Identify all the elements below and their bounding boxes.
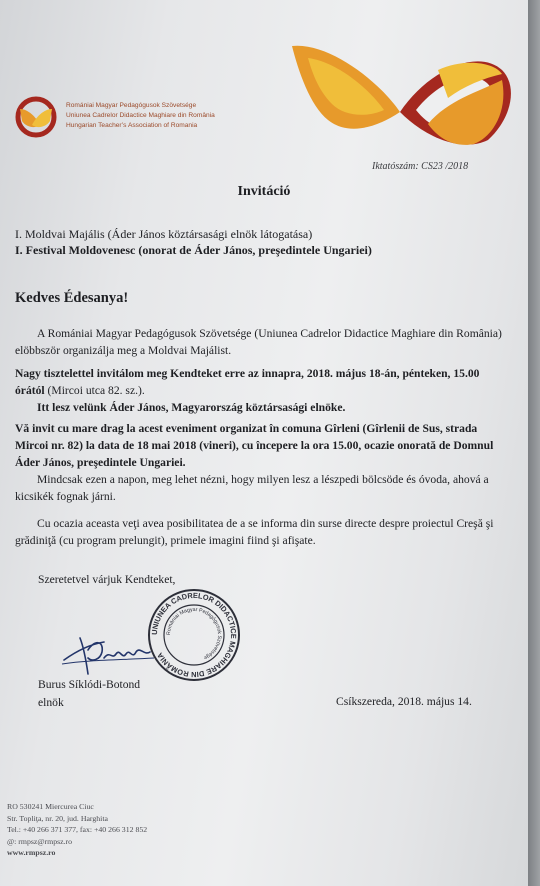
- place-and-date: Csíkszereda, 2018. május 14.: [336, 695, 472, 708]
- closing-line: Szeretetvel várjuk Kendteket,: [38, 573, 176, 586]
- greeting: Kedves Édesanya!: [15, 290, 129, 306]
- document-title: Invitáció: [237, 184, 291, 199]
- paragraph-intro: [15, 325, 505, 359]
- paragraph-kindergarten-ro-text: Cu ocazia aceasta veţi avea posibilitatea de a se informa din surse directe despre proiectul Creşă şi grădiniţă (cu program prelungit), primele imagini fiind şi afişate.: [15, 517, 494, 547]
- paragraph-invitation-ro: Vă invit cu mare drag la acest eveniment organizat în comuna Gîrleni (Gîrlenii de Sus, strada Mircoi nr. 82) la data de 18 mai 2018 (vineri), cu începere la ora 15.00, ocazie onorată de Domnul Áder János, preşedintele Ungariei.: [15, 422, 494, 469]
- footer-contact: [7, 801, 147, 859]
- stamp-inner-text: Romániai Magyar Pedagógusok Szövetsége: [165, 606, 223, 661]
- handwritten-signature: [58, 630, 158, 680]
- paragraph-kindergarten-hu-text: Mindcsak ezen a napon, meg lehet nézni, hogy milyen lesz a lészpedi bölcsöde és óvoda, ahová a kicsikék fognak járni.: [15, 473, 489, 503]
- org-name-ro: Uniunea Cadrelor Didactice Maghiare din România: [66, 112, 215, 119]
- signer-name: Burus Síklódi-Botond: [38, 678, 141, 691]
- footer-email: @: rmpsz@rmpsz.ro: [7, 836, 73, 846]
- paragraph-kindergarten-ro: [15, 515, 505, 549]
- footer-street: Str. Topliţa, nr. 20, jud. Harghita: [7, 813, 108, 823]
- signer-role: elnök: [38, 696, 64, 709]
- paragraph-kindergarten-hu: [15, 471, 505, 505]
- page-edge-shadow: [528, 0, 540, 886]
- footer-website: www.rmpsz.ro: [7, 848, 56, 857]
- reference-number: Iktatószám: CS23 /2018: [372, 161, 469, 172]
- stamp-outer-text: UNIUNEA CADRELOR DIDACTICE MAGHIARE DIN ROMÂNIA: [149, 590, 239, 680]
- official-stamp: [147, 588, 241, 682]
- association-logo-small: [14, 95, 58, 139]
- invitation-bold-text: Nagy tisztelettel invitálom meg Kendteket erre az innapra, 2018. május 18-án, pénteken, 15.00 órától: [15, 367, 480, 397]
- event-subtitle-ro: I. Festival Moldovenesc (onorat de Áder János, preşedintele Ungariei): [15, 243, 372, 257]
- letterhead-org-names: [66, 101, 215, 131]
- invitation-guest-text: Itt lesz velünk Áder János, Magyarország köztársasági elnöke.: [37, 401, 346, 414]
- paragraph-invitation-hu: [15, 365, 505, 416]
- paragraph-intro-text: A Romániai Magyar Pedagógusok Szövetsége (Uniunea Cadrelor Didactice Maghiare din România) elöbbször organizálja meg a Moldvai Majálist.: [15, 327, 502, 357]
- org-name-en: Hungarian Teacher’s Association of Romania: [66, 122, 198, 129]
- event-subtitle-hu: I. Moldvai Majális (Áder János köztársasági elnök látogatása): [15, 227, 313, 241]
- footer-postal: RO 530241 Miercurea Ciuc: [7, 802, 94, 811]
- org-name-hu: Romániai Magyar Pedagógusok Szövetsége: [66, 102, 197, 109]
- association-logo-large: [288, 40, 516, 152]
- invitation-address-text: (Mircoi utca 82. sz.).: [44, 384, 145, 397]
- footer-phone-fax: Tel.: +40 266 371 377, fax: +40 266 312 852: [7, 825, 148, 834]
